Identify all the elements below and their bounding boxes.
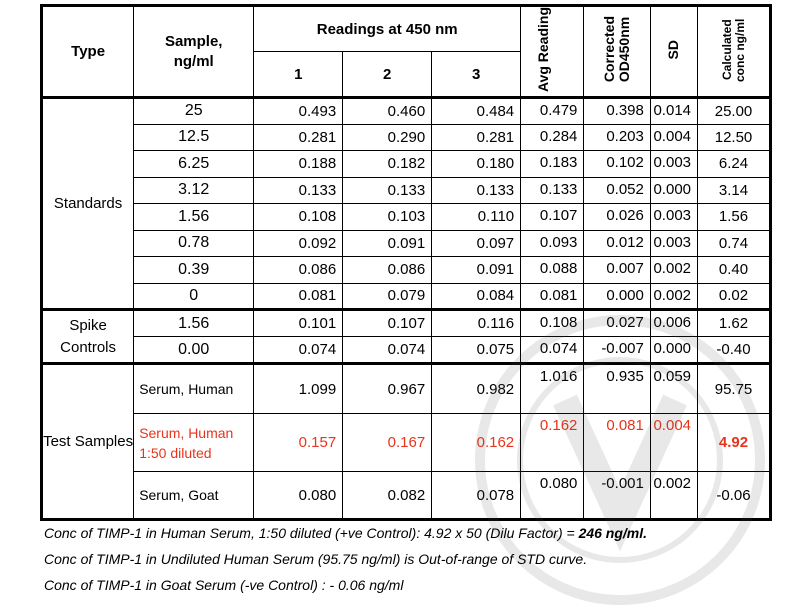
cell-r1: 0.081	[254, 283, 343, 310]
cell-avg: 0.088	[521, 257, 584, 284]
cell-corr: 0.000	[584, 283, 650, 310]
cell-avg: 0.183	[521, 151, 584, 178]
cell-r1: 0.108	[254, 204, 343, 231]
cell-r2: 0.167	[343, 414, 432, 472]
note-line-1-result: 246 ng/ml.	[578, 525, 648, 541]
cell-sd: 0.003	[650, 204, 697, 231]
cell-corr: 0.081	[584, 414, 650, 472]
sample-cell: 12.5	[134, 124, 254, 151]
cell-r3: 0.180	[432, 151, 521, 178]
cell-corr: 0.027	[584, 310, 650, 337]
cell-sd: 0.000	[650, 337, 697, 364]
cell-r1: 1.099	[254, 364, 343, 414]
sample-cell: 0.00	[134, 337, 254, 364]
cell-r2: 0.107	[343, 310, 432, 337]
cell-calc: 0.02	[698, 283, 771, 310]
cell-r2: 0.290	[343, 124, 432, 151]
cell-corr: 0.026	[584, 204, 650, 231]
sample-cell: Serum, Human 1:50 diluted	[134, 414, 254, 472]
cell-calc: 6.24	[698, 151, 771, 178]
cell-r3: 0.484	[432, 98, 521, 125]
header-reading-1: 1	[254, 52, 343, 98]
cell-r2: 0.079	[343, 283, 432, 310]
note-line-1-text: Conc of TIMP-1 in Human Serum, 1:50 diluted (+ve Control): 4.92 x 50 (Dilu Factor) =	[44, 525, 579, 541]
cell-avg: 0.284	[521, 124, 584, 151]
table-row	[42, 283, 771, 310]
sample-cell: 25	[134, 98, 254, 125]
cell-calc: -0.40	[698, 337, 771, 364]
header-reading-2: 2	[343, 52, 432, 98]
header-corrected-sub: OD450nm	[616, 16, 633, 83]
elisa-readings-table	[40, 4, 772, 521]
cell-r3: 0.982	[432, 364, 521, 414]
sample-cell: Serum, Human	[134, 364, 254, 414]
cell-sd: 0.003	[650, 151, 697, 178]
table-row	[42, 204, 771, 231]
sample-cell: 1.56	[134, 204, 254, 231]
cell-r2: 0.460	[343, 98, 432, 125]
note-line-2: Conc of TIMP-1 in Undiluted Human Serum (95.75 ng/ml) is Out-of-range of STD curve.	[44, 551, 588, 567]
header-avg-label: Avg Reading	[535, 7, 552, 93]
table-row	[42, 364, 771, 414]
table-row	[42, 151, 771, 178]
cell-r2: 0.086	[343, 257, 432, 284]
table-row	[42, 177, 771, 204]
cell-r1: 0.101	[254, 310, 343, 337]
cell-calc: 25.00	[698, 98, 771, 125]
cell-corr: 0.007	[584, 257, 650, 284]
header-calc	[698, 6, 771, 98]
note-line-1	[44, 520, 647, 546]
cell-r1: 0.080	[254, 472, 343, 520]
cell-r2: 0.182	[343, 151, 432, 178]
cell-avg: 0.081	[521, 283, 584, 310]
data-table-wrapper	[40, 4, 772, 521]
table-row	[42, 124, 771, 151]
header-corrected	[584, 6, 650, 98]
cell-avg: 0.133	[521, 177, 584, 204]
table-row	[42, 310, 771, 337]
cell-sd: 0.014	[650, 98, 697, 125]
cell-avg: 0.074	[521, 337, 584, 364]
cell-avg: 0.093	[521, 230, 584, 257]
cell-avg: 0.080	[521, 472, 584, 520]
cell-corr: -0.007	[584, 337, 650, 364]
sample-cell: 1.56	[134, 310, 254, 337]
cell-calc: 12.50	[698, 124, 771, 151]
cell-r1: 0.074	[254, 337, 343, 364]
notes-block	[44, 520, 647, 598]
cell-r3: 0.133	[432, 177, 521, 204]
cell-corr: 0.203	[584, 124, 650, 151]
cell-r3: 0.116	[432, 310, 521, 337]
cell-avg: 0.107	[521, 204, 584, 231]
group-label-standards: Standards	[42, 98, 134, 310]
header-sample	[134, 6, 254, 98]
cell-corr: 0.935	[584, 364, 650, 414]
sample-cell: 6.25	[134, 151, 254, 178]
cell-r3: 0.084	[432, 283, 521, 310]
cell-calc: -0.06	[698, 472, 771, 520]
group-label-spike-controls: Spike Controls	[42, 310, 134, 364]
cell-r2: 0.103	[343, 204, 432, 231]
cell-r3: 0.075	[432, 337, 521, 364]
cell-corr: 0.012	[584, 230, 650, 257]
cell-avg: 1.016	[521, 364, 584, 414]
cell-sd: 0.004	[650, 414, 697, 472]
sample-cell: 0.39	[134, 257, 254, 284]
cell-sd: 0.004	[650, 124, 697, 151]
cell-r1: 0.133	[254, 177, 343, 204]
sample-cell: 0	[134, 283, 254, 310]
cell-r3: 0.078	[432, 472, 521, 520]
header-calc-label: Calculated conc ng/ml	[719, 17, 747, 82]
cell-sd: 0.000	[650, 177, 697, 204]
cell-r3: 0.091	[432, 257, 521, 284]
table-row	[42, 230, 771, 257]
cell-r1: 0.092	[254, 230, 343, 257]
cell-avg: 0.108	[521, 310, 584, 337]
cell-r2: 0.074	[343, 337, 432, 364]
cell-calc: 1.56	[698, 204, 771, 231]
cell-calc: 4.92	[698, 414, 771, 472]
cell-calc: 95.75	[698, 364, 771, 414]
cell-r3: 0.097	[432, 230, 521, 257]
header-sd	[650, 6, 697, 98]
cell-r3: 0.281	[432, 124, 521, 151]
cell-r3: 0.110	[432, 204, 521, 231]
cell-r1: 0.157	[254, 414, 343, 472]
cell-sd: 0.002	[650, 257, 697, 284]
table-row	[42, 98, 771, 125]
cell-sd: 0.002	[650, 472, 697, 520]
sample-cell: Serum, Goat	[134, 472, 254, 520]
cell-r2: 0.967	[343, 364, 432, 414]
header-corrected-text: Corrected	[601, 16, 618, 83]
cell-sd: 0.003	[650, 230, 697, 257]
cell-r3: 0.162	[432, 414, 521, 472]
sample-cell: 3.12	[134, 177, 254, 204]
header-sample-label: Sample, ng/ml	[164, 32, 223, 70]
cell-corr: 0.102	[584, 151, 650, 178]
cell-sd: 0.059	[650, 364, 697, 414]
cell-r2: 0.082	[343, 472, 432, 520]
cell-r1: 0.493	[254, 98, 343, 125]
table-row	[42, 414, 771, 472]
cell-avg: 0.162	[521, 414, 584, 472]
cell-corr: -0.001	[584, 472, 650, 520]
cell-corr: 0.052	[584, 177, 650, 204]
table-row	[42, 337, 771, 364]
cell-calc: 0.40	[698, 257, 771, 284]
table-row	[42, 257, 771, 284]
group-label-test-samples: Test Samples	[42, 364, 134, 520]
cell-calc: 1.62	[698, 310, 771, 337]
cell-r2: 0.091	[343, 230, 432, 257]
cell-r1: 0.188	[254, 151, 343, 178]
header-reading-3: 3	[432, 52, 521, 98]
table-row	[42, 472, 771, 520]
note-line-3: Conc of TIMP-1 in Goat Serum (-ve Control) : - 0.06 ng/ml	[44, 577, 404, 593]
cell-r1: 0.281	[254, 124, 343, 151]
cell-avg: 0.479	[521, 98, 584, 125]
header-corrected-label	[602, 16, 632, 82]
cell-sd: 0.006	[650, 310, 697, 337]
header-type: Type	[42, 6, 134, 98]
header-readings: Readings at 450 nm	[254, 6, 521, 52]
cell-r2: 0.133	[343, 177, 432, 204]
cell-calc: 3.14	[698, 177, 771, 204]
table-body	[42, 98, 771, 520]
cell-r1: 0.086	[254, 257, 343, 284]
header-sd-label: SD	[665, 39, 682, 60]
cell-corr: 0.398	[584, 98, 650, 125]
header-avg	[521, 6, 584, 98]
cell-calc: 0.74	[698, 230, 771, 257]
sample-cell: 0.78	[134, 230, 254, 257]
cell-sd: 0.002	[650, 283, 697, 310]
